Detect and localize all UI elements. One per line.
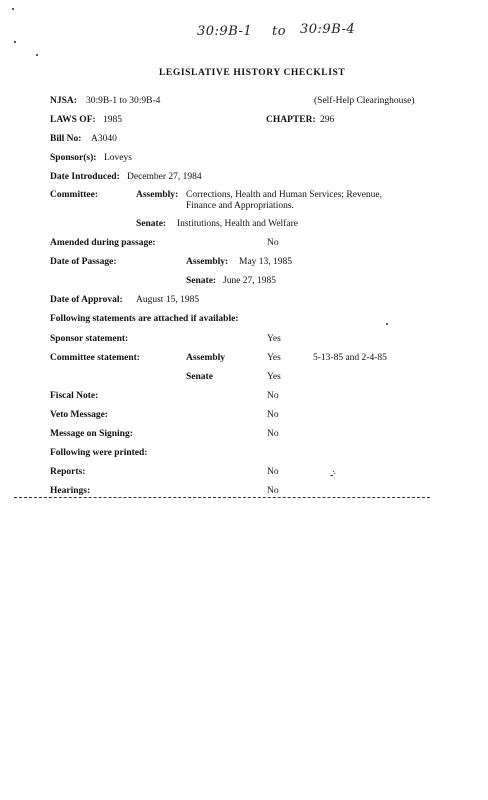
bill-no-label: Bill No: <box>50 134 82 144</box>
veto-message-label: Veto Message: <box>50 410 108 420</box>
handwritten-citation-start: 30:9B-1 <box>197 24 253 39</box>
njsa-label: NJSA: <box>50 96 77 106</box>
fiscal-note-value: No <box>267 391 279 401</box>
committee-assembly-label: Assembly: <box>136 190 179 200</box>
veto-message-value: No <box>267 410 279 420</box>
document-title: LEGISLATIVE HISTORY CHECKLIST <box>159 68 346 78</box>
committee-statement-assembly-label: Assembly <box>186 353 226 363</box>
sponsor-label: Sponsor(s): <box>50 153 97 163</box>
sponsor-statement-value: Yes <box>267 334 281 344</box>
committee-statement-assembly-dates: 5-13-85 and 2-4-85 <box>313 353 387 363</box>
date-introduced-value: December 27, 1984 <box>127 172 202 182</box>
sponsor-statement-label: Sponsor statement: <box>50 334 129 344</box>
message-on-signing-value: No <box>267 429 279 439</box>
message-on-signing-label: Message on Signing: <box>50 429 133 439</box>
laws-of-value: 1985 <box>103 115 122 125</box>
attached-statements-heading: Following statements are attached if available: <box>50 314 239 324</box>
committee-statement-assembly-value: Yes <box>267 353 281 363</box>
chapter-value: 296 <box>320 115 335 125</box>
printed-heading: Following were printed: <box>50 448 148 458</box>
laws-of-label: LAWS OF: <box>50 115 96 125</box>
passage-assembly-label: Assembly: <box>186 257 229 267</box>
hearings-label: Hearings: <box>50 486 91 496</box>
clearinghouse-note: (Self-Help Clearinghouse) <box>314 96 415 106</box>
bill-no-value: A3040 <box>91 134 117 144</box>
committee-assembly-value-line2: Finance and Appropriations. <box>186 201 294 211</box>
njsa-value: 30:9B-1 to 30:9B-4 <box>86 96 161 106</box>
scan-speck <box>386 323 388 325</box>
committee-label: Committee: <box>50 190 99 200</box>
date-of-approval-value: August 15, 1985 <box>136 295 200 305</box>
hearings-value: No <box>267 486 279 496</box>
passage-senate-value: June 27, 1985 <box>223 276 277 286</box>
date-of-approval-label: Date of Approval: <box>50 295 123 305</box>
amended-value: No <box>267 238 279 248</box>
fiscal-note-label: Fiscal Note: <box>50 391 99 401</box>
committee-statement-senate-value: Yes <box>267 372 281 382</box>
date-of-passage-label: Date of Passage: <box>50 257 117 267</box>
passage-assembly-value: May 13, 1985 <box>239 257 293 267</box>
scan-mark: -̇ˑ <box>330 470 337 481</box>
dashed-separator-line <box>14 497 430 498</box>
committee-statement-label: Committee statement: <box>50 353 140 363</box>
chapter-label: CHAPTER: <box>266 115 316 125</box>
committee-senate-label: Senate: <box>136 219 167 229</box>
scan-speck <box>36 54 38 56</box>
committee-statement-senate-label: Senate <box>186 372 213 382</box>
handwritten-citation-end: 30:9B-4 <box>300 22 356 37</box>
reports-label: Reports: <box>50 467 86 477</box>
passage-senate-label: Senate: <box>186 276 217 286</box>
scan-speck <box>12 8 14 10</box>
reports-value: No <box>267 467 279 477</box>
date-introduced-label: Date Introduced: <box>50 172 120 182</box>
sponsor-value: Loveys <box>104 153 132 163</box>
committee-senate-value: Institutions, Health and Welfare <box>177 219 298 229</box>
scan-speck <box>14 41 16 43</box>
amended-label: Amended during passage: <box>50 238 156 248</box>
handwritten-to: to <box>272 24 287 39</box>
committee-assembly-value-line1: Corrections, Health and Human Services; Revenue, <box>186 190 383 200</box>
